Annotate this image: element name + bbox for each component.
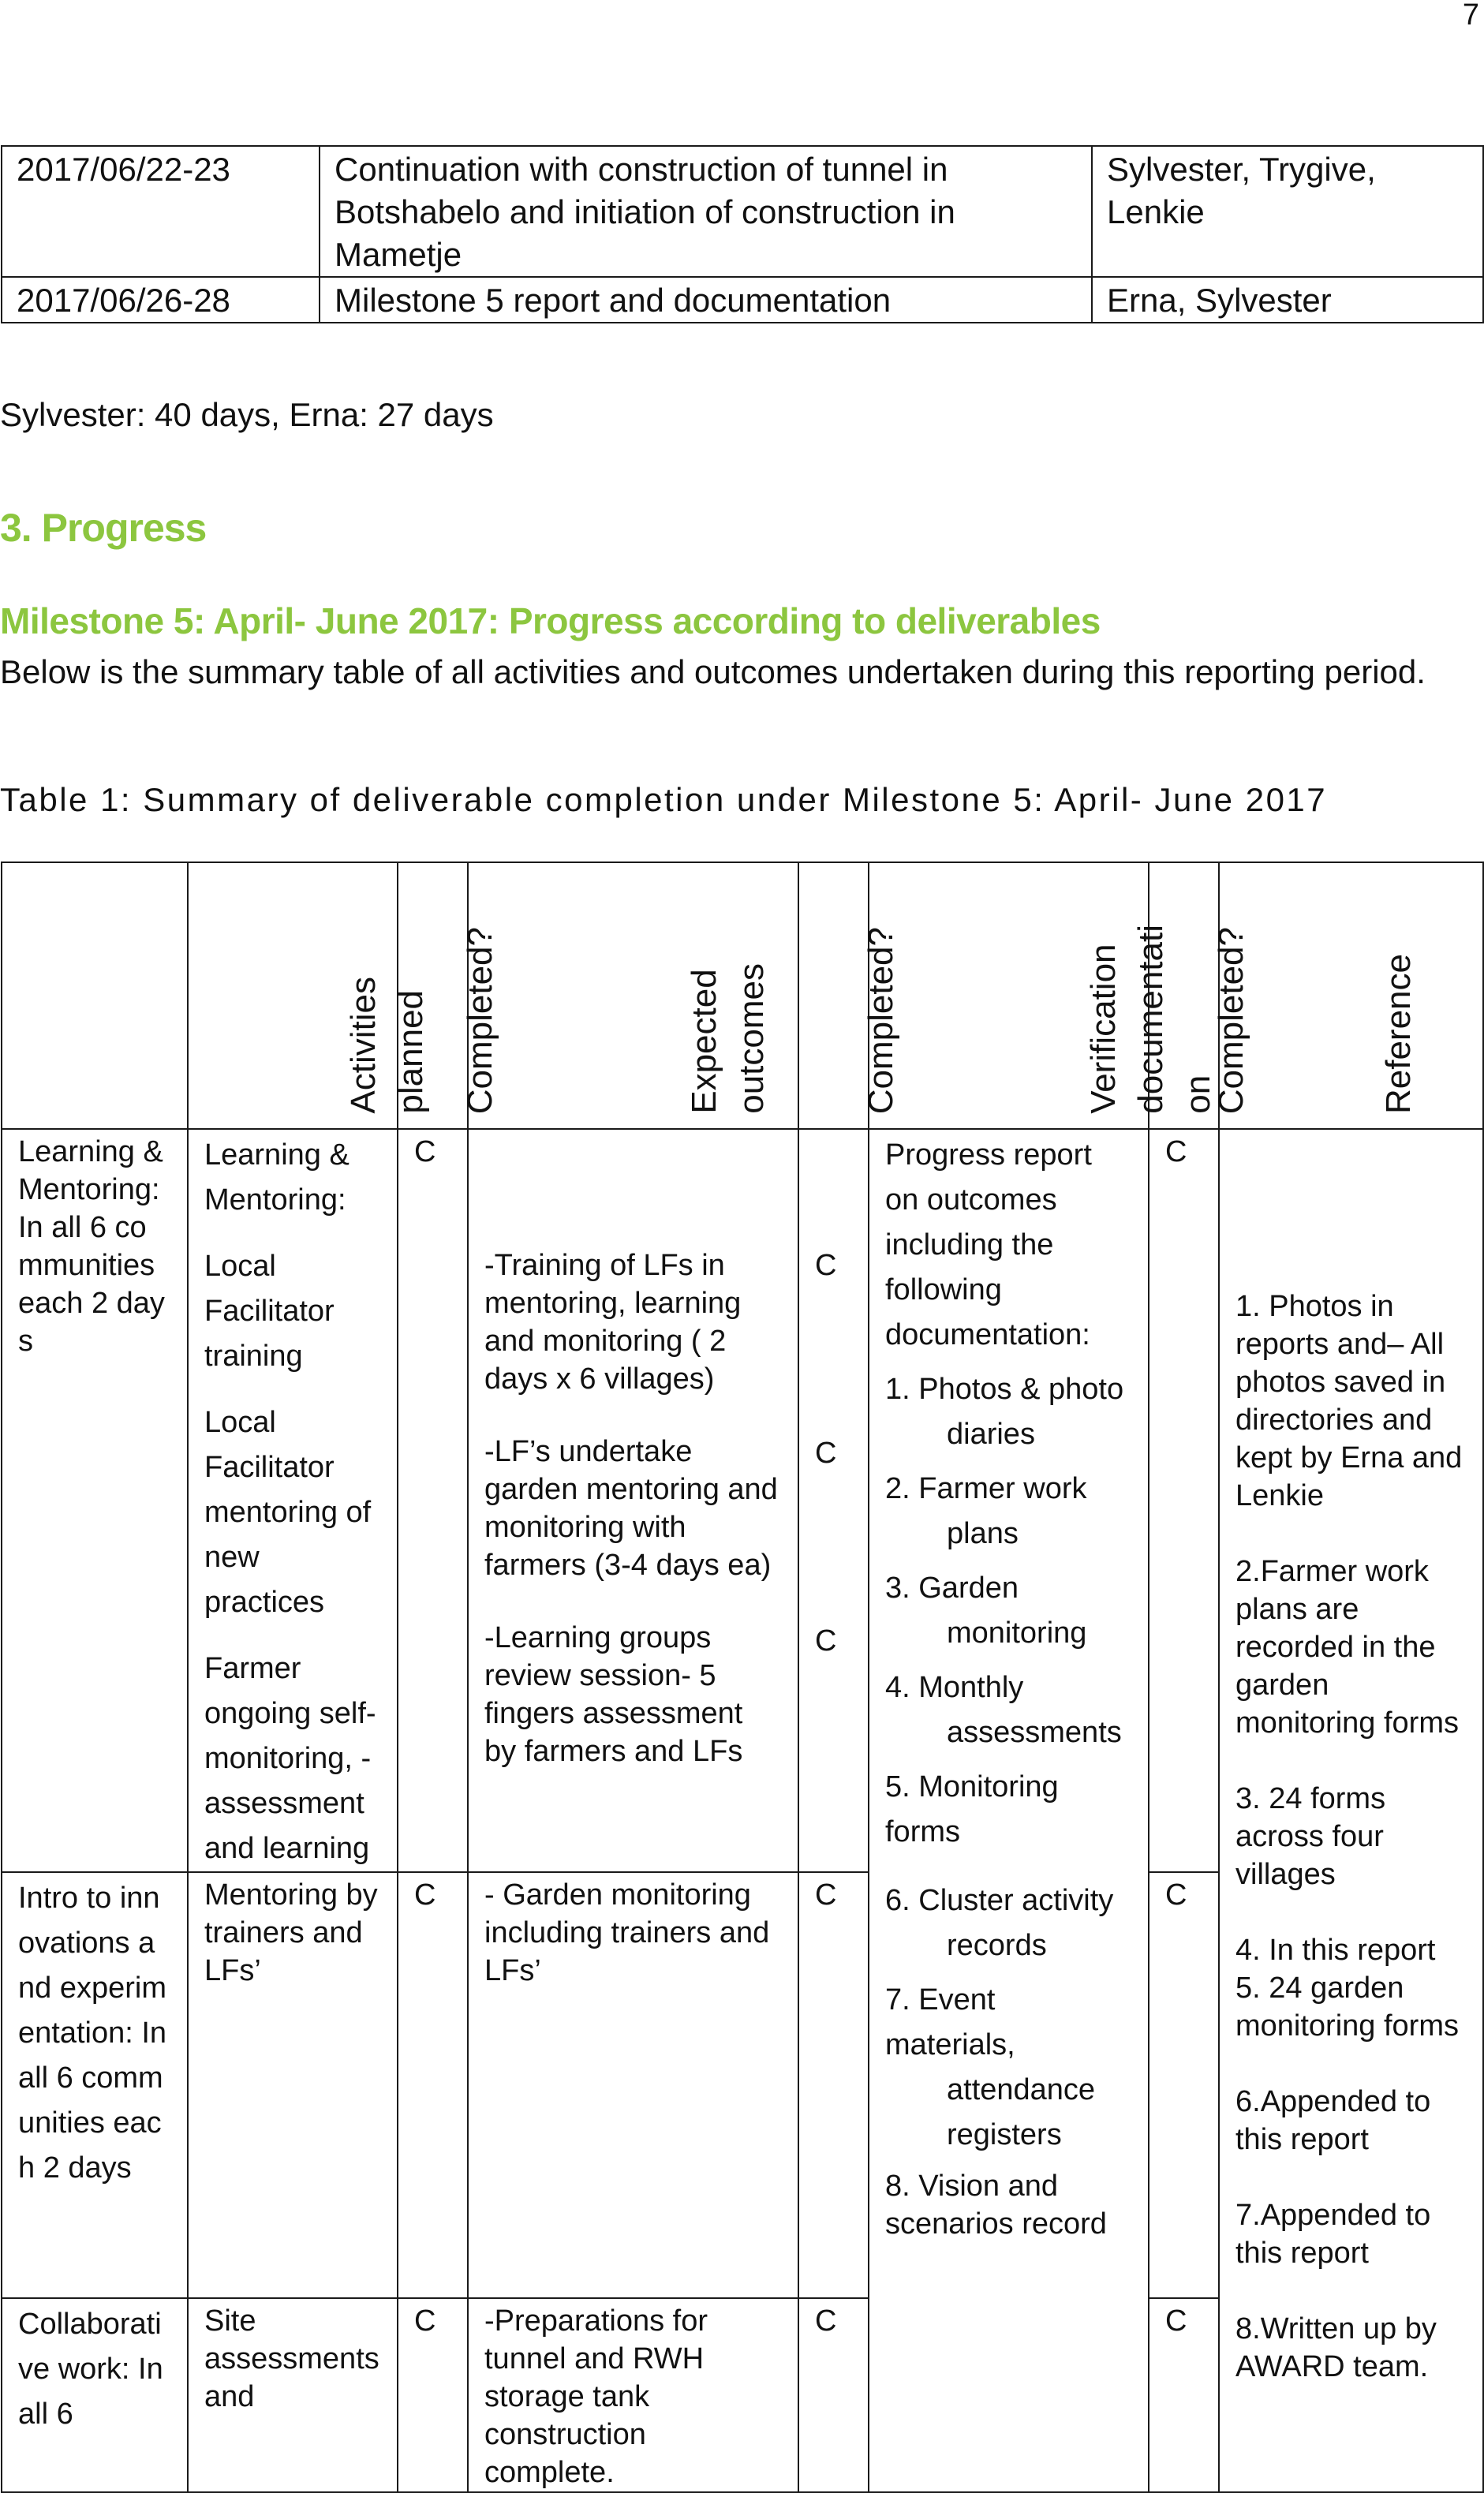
row-activities: Learning & Mentoring: Local Facilitator training Local Facilitator mentoring of new practices Farmer ongoing self-monitoring, -assessment and learning: [188, 1129, 398, 1872]
schedule-people: Sylvester, Trygive, Lenkie: [1092, 146, 1483, 277]
row-category: Collaborative work: In all 6: [2, 2298, 188, 2492]
list-item: 5. Monitoring forms: [885, 1770, 1059, 1848]
header-completed: Completed?: [798, 862, 869, 1129]
row-activities: Site assessments and: [188, 2298, 398, 2492]
header-completed: Completed?: [398, 862, 468, 1129]
schedule-activity: Continuation with construction of tunnel in Botshabelo and initiation of construction in Mametje: [320, 146, 1092, 277]
list-item: 2. Farmer work plans: [885, 1472, 1087, 1550]
table-row: [2, 277, 1483, 323]
header-outcomes: Expected outcomes: [468, 862, 798, 1129]
verification-list: [885, 1367, 1132, 2243]
days-summary: Sylvester: 40 days, Erna: 27 days: [0, 396, 494, 433]
schedule-activity: Milestone 5 report and documentation: [320, 277, 1092, 323]
list-item: 7. Event materials, attendance registers: [885, 1983, 1096, 2151]
row-completed: C: [1149, 2298, 1219, 2492]
row-completed: C: [398, 1129, 468, 1872]
schedule-date: 2017/06/22-23: [2, 146, 320, 277]
header-row: [2, 862, 1483, 1129]
row-completed: C: [398, 1872, 468, 2298]
list-item: 6. Cluster activity records: [885, 1884, 1114, 1962]
row-completed: C: [398, 2298, 468, 2492]
list-item: 8. Vision and scenarios record: [885, 2170, 1107, 2241]
row-completed: C C C: [798, 1129, 869, 1872]
table-row: [2, 146, 1483, 277]
row-completed: C: [1149, 1129, 1219, 1872]
schedule-table: [1, 145, 1484, 323]
row-completed: C: [798, 1872, 869, 2298]
row-completed: C: [1149, 1872, 1219, 2298]
row-activities: Mentoring by trainers and LFs’: [188, 1872, 398, 2298]
header-reference: Reference: [1219, 862, 1483, 1129]
schedule-people: Erna, Sylvester: [1092, 277, 1483, 323]
list-item: 3. Garden monitoring: [885, 1572, 1087, 1650]
deliverables-table: [1, 862, 1484, 2493]
milestone-heading: Milestone 5: April- June 2017: Progress according to deliverables: [0, 600, 1101, 641]
row-outcomes: - Garden monitoring including trainers and LFs’: [468, 1872, 798, 2298]
row-category: Intro to innovations and experimentation: In all 6 communities each 2 days: [2, 1872, 188, 2298]
header-completed: Completed?: [1149, 862, 1219, 1129]
reference-cell: 1. Photos in reports and– All photos saved in directories and kept by Erna and Lenkie 2.Farmer work plans are recorded in the garden monitoring forms 3. 24 forms across four villages 4. In this report 5. 24 garden monitoring forms 6.Appended to this report 7.Appended to this report 8.Written up by AWARD team.: [1219, 1129, 1483, 2492]
header-empty: [2, 862, 188, 1129]
row-category: Learning & Mentoring: In all 6 communities each 2 days: [2, 1129, 188, 1872]
section-heading: 3. Progress: [0, 506, 207, 550]
header-verification: Verification documentati on: [869, 862, 1149, 1129]
intro-paragraph: Below is the summary table of all activities and outcomes undertaken during this reporting period.: [0, 653, 1426, 690]
row-completed: C: [798, 2298, 869, 2492]
header-activities: Activities planned: [188, 862, 398, 1129]
table-row: [2, 1129, 1483, 1872]
list-item: 4. Monthly assessments: [885, 1671, 1122, 1749]
list-item: 1. Photos & photo diaries: [885, 1373, 1124, 1451]
table-caption: Table 1: Summary of deliverable completion under Milestone 5: April- June 2017: [0, 781, 1328, 818]
row-outcomes: -Training of LFs in mentoring, learning and monitoring ( 2 days x 6 villages) -LF’s undertake garden mentoring and monitoring with farmers (3-4 days ea) -Learning groups review session- 5 fingers assessment by farmers and LFs: [468, 1129, 798, 1872]
row-outcomes: -Preparations for tunnel and RWH storage tank construction complete.: [468, 2298, 798, 2492]
schedule-date: 2017/06/26-28: [2, 277, 320, 323]
verification-documentation: Progress report on outcomes including the following documentation: 1. Photos & photo diaries 2. Farmer work plans 3. Garden monitoring 4. Monthly assessments 5. Monitoring forms 6. Cluster activity records 7. Event materials, attendance registers 8. Vision and scenarios record: [869, 1129, 1149, 2492]
page-number: 7: [1462, 0, 1479, 32]
